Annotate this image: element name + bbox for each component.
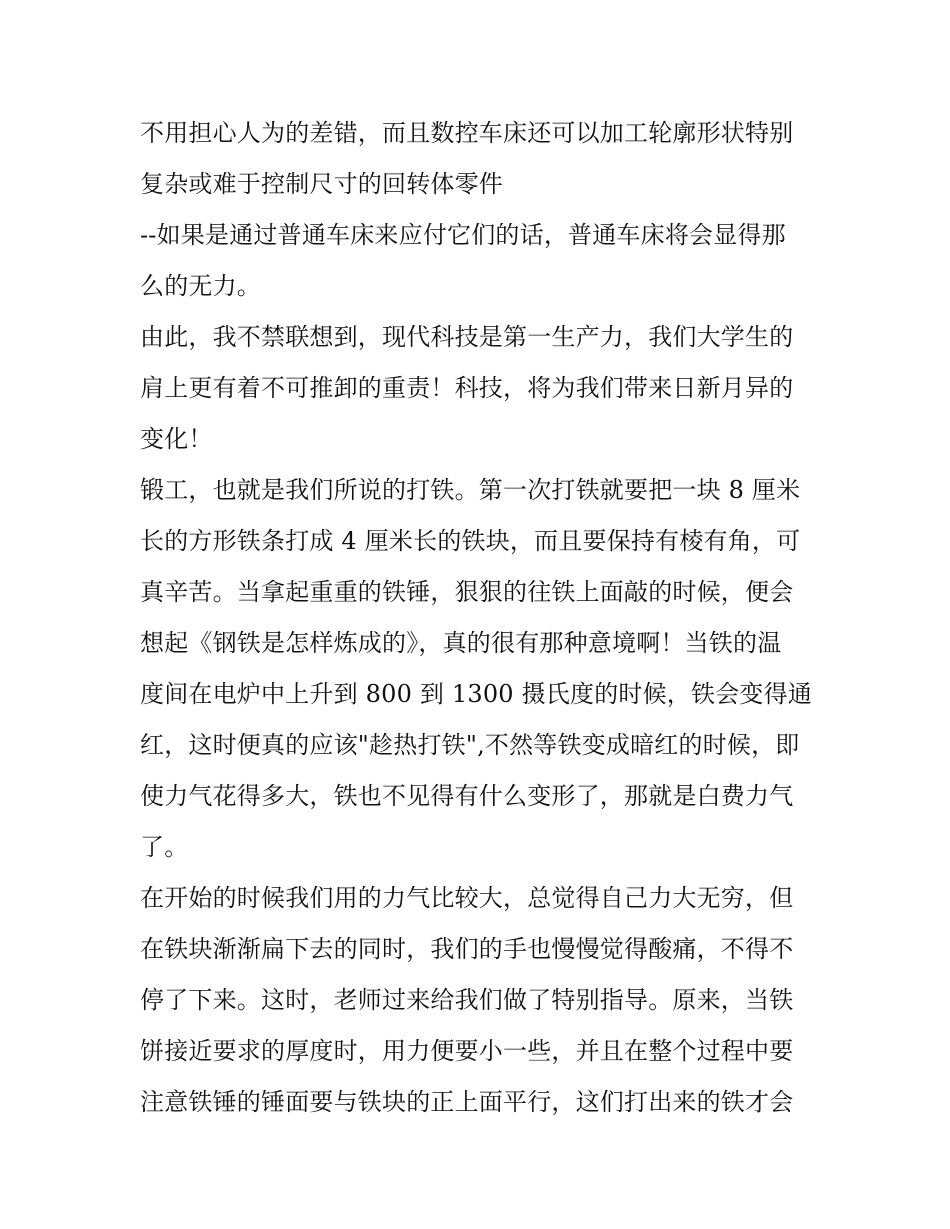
text-line: 么的无力。 xyxy=(140,272,261,300)
text-line: 停了下来。这时，老师过来给我们做了特别指导。原来，当铁 xyxy=(140,986,794,1014)
text-line: 变化！ xyxy=(140,425,213,453)
text-line: 复杂或难于控制尺寸的回转体零件 xyxy=(140,170,503,198)
document-body xyxy=(140,108,815,1128)
text-line: 不用担心人为的差错，而且数控车床还可以加工轮廓形状特别 xyxy=(140,119,794,147)
paragraph-forging xyxy=(140,465,815,873)
text-line: 注意铁锤的锤面要与铁块的正上面平行，这们打出来的铁才会 xyxy=(140,1088,794,1116)
text-line: 在铁块渐渐扁下去的同时，我们的手也慢慢觉得酸痛，不得不 xyxy=(140,935,794,963)
text-line: 饼接近要求的厚度时，用力便要小一些，并且在整个过程中要 xyxy=(140,1037,794,1065)
text-line: 肩上更有着不可推卸的重责！科技，将为我们带来日新月异的 xyxy=(140,374,794,402)
text-line: 度间在电炉中上升到 800 到 1300 摄氏度的时候，铁会变得通 xyxy=(140,680,813,708)
text-line: 使力气花得多大，铁也不见得有什么变形了，那就是白费力气 xyxy=(140,782,794,810)
text-line: --如果是通过普通车床来应付它们的话，普通车床将会显得那 xyxy=(140,221,786,249)
paragraph-technology xyxy=(140,312,815,465)
paragraph-lathe xyxy=(140,108,815,312)
text-line: 真辛苦。当拿起重重的铁锤，狠狠的往铁上面敲的时候，便会 xyxy=(140,578,794,606)
text-line: 在开始的时候我们用的力气比较大，总觉得自己力大无穷，但 xyxy=(140,884,794,912)
text-line: 由此，我不禁联想到，现代科技是第一生产力，我们大学生的 xyxy=(140,323,794,351)
text-line: 锻工，也就是我们所说的打铁。第一次打铁就要把一块 8 厘米 xyxy=(140,476,801,504)
text-line: 了。 xyxy=(140,833,189,861)
text-line: 红，这时便真的应该"趁热打铁",不然等铁变成暗红的时候，即 xyxy=(140,731,800,759)
text-line: 想起《钢铁是怎样炼成的》，真的很有那种意境啊！当铁的温 xyxy=(140,629,782,657)
paragraph-technique xyxy=(140,873,815,1128)
text-line: 长的方形铁条打成 4 厘米长的铁块，而且要保持有棱有角，可 xyxy=(140,527,801,555)
